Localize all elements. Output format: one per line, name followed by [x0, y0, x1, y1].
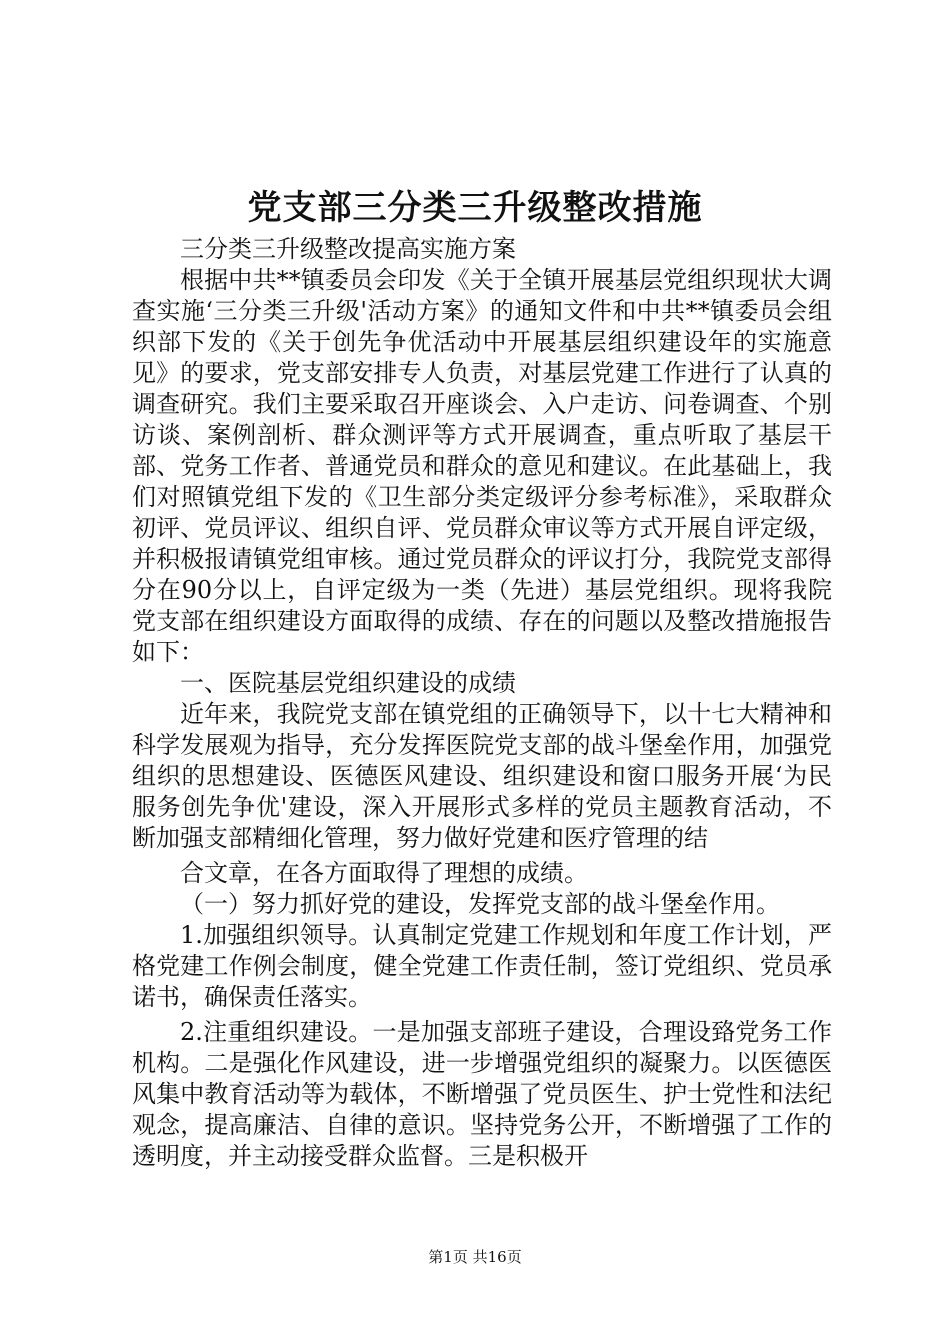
achievement-continuation: 合文章，在各方面取得了理想的成绩。: [180, 859, 588, 887]
page-number-footer: 第1页 共16页: [428, 1248, 522, 1266]
document-title: 党支部三分类三升级整改措施: [247, 188, 703, 228]
intro-paragraph: 根据中共**镇委员会印发《关于全镇开展基层党组织现状大调查实施‘三分类三升级'活动方案》的通知文件和中共**镇委员会组织部下发的《关于创先争优活动中开展基层组织建设年的实施意见》的要求，党支部安排专人负责，对基层党建工作进行了认真的调查研究。我们主要采取召开座谈会、入户走访、问卷调查、个别访谈、案例剖析、群众测评等方式开展调查，重点听取了基层干部、党务工作者、普通党员和群众的意见和建议。在此基础上，我们对照镇党组下发的《卫生部分类定级评分参考标准》，采取群众初评、党员评议、组织自评、党员群众审议等方式开展自评定级，并积极报请镇党组审核。通过党员群众的评议打分，我院党支部得分在90分以上，自评定级为一类（先进）基层党组织。现将我院党支部在组织建设方面取得的成绩、存在的问题以及整改措施报告如下：: [132, 266, 832, 666]
achievement-paragraph: 近年来，我院党支部在镇党组的正确领导下，以十七大精神和科学发展观为指导，充分发挥医院党支部的战斗堡垒作用，加强党组织的思想建设、医德医风建设、组织建设和窗口服务开展‘为民服务创先争优'建设，深入开展形式多样的党员主题教育活动，不断加强支部精细化管理，努力做好党建和医疗管理的结: [132, 700, 832, 852]
item-2-paragraph: 2.注重组织建设。一是加强支部班子建设，合理设臵党务工作机构。二是强化作风建设，进一步增强党组织的凝聚力。以医德医风集中教育活动等为载体，不断增强了党员医生、护士党性和法纪观念，提高廉洁、自律的意识。坚持党务公开，不断增强了工作的透明度，并主动接受群众监督。三是积极开: [132, 1018, 832, 1170]
subsection-heading: （一）努力抓好党的建设，发挥党支部的战斗堡垒作用。: [180, 890, 780, 918]
document-body: [132, 234, 832, 1172]
section-heading: 一、医院基层党组织建设的成绩: [180, 669, 516, 697]
item-1-paragraph: 1.加强组织领导。认真制定党建工作规划和年度工作计划，严格党建工作例会制度，健全党建工作责任制，签订党组织、党员承诺书，确保责任落实。: [132, 921, 832, 1011]
subtitle-paragraph: 三分类三升级整改提高实施方案: [180, 235, 516, 263]
